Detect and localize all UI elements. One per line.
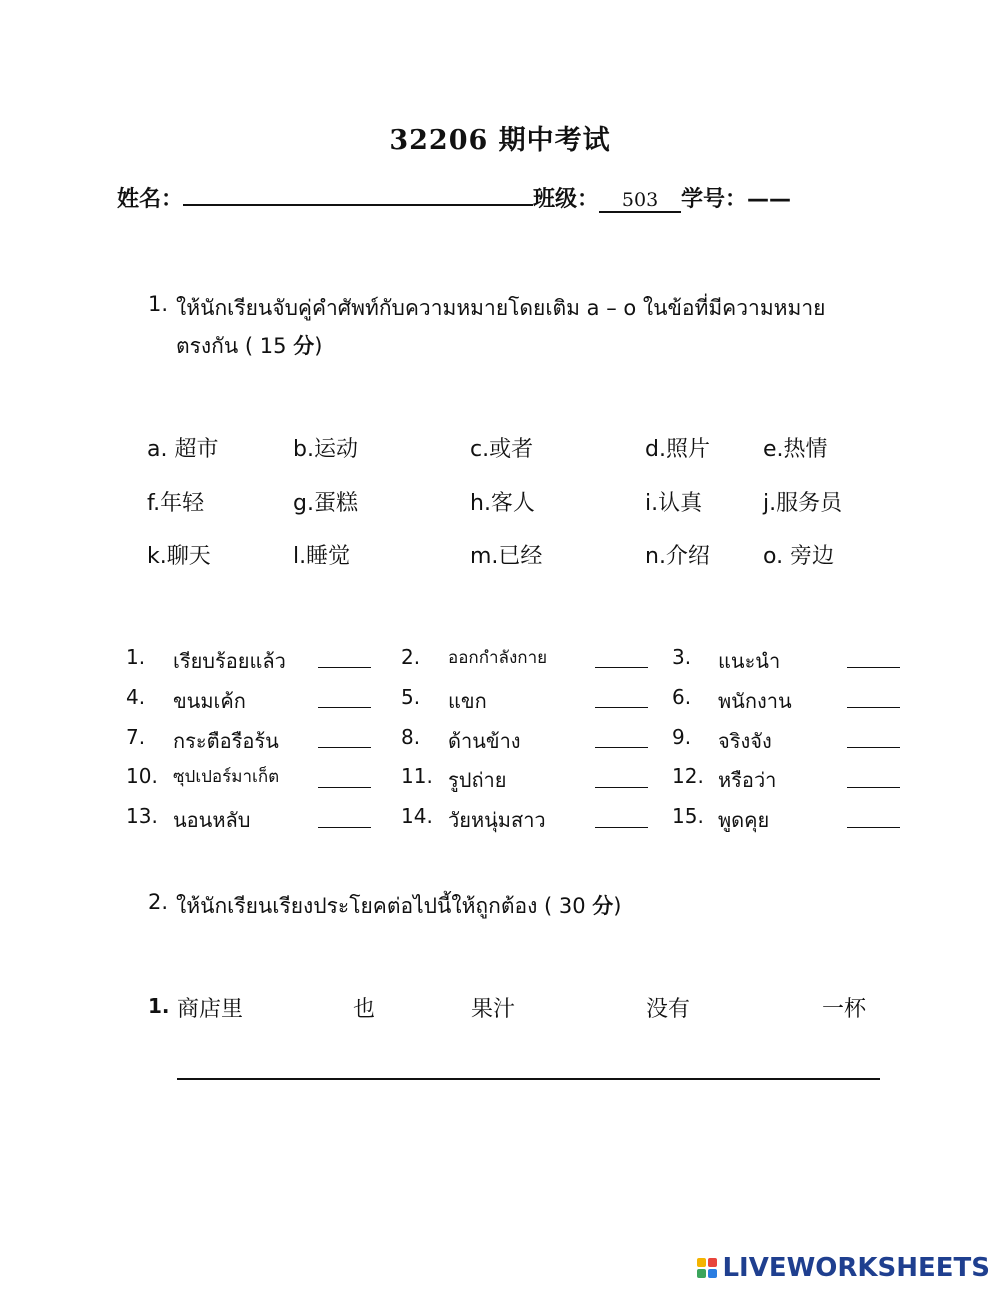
logo-block-green <box>697 1269 706 1278</box>
word-item: i.认真 <box>645 491 703 516</box>
match-meaning: หรือว่า <box>718 768 777 792</box>
match-number: 5. <box>401 685 421 709</box>
liveworksheets-logo <box>697 1253 990 1283</box>
sentence-word: 没有 <box>646 997 691 1022</box>
word-item: c.或者 <box>470 437 534 462</box>
word-item: k.聊天 <box>147 544 211 569</box>
word-item: g.蛋糕 <box>293 491 358 516</box>
match-number: 14. <box>401 804 433 828</box>
q1-instruction-line1: ให้นักเรียนจับคู่คำศัพท์กับความหมายโดยเติม a – o ในข้อที่มีความหมาย <box>176 296 826 320</box>
class-field[interactable] <box>599 189 681 213</box>
word-item: d.照片 <box>645 437 710 462</box>
answer-blank[interactable] <box>595 667 648 668</box>
q1-number: 1. <box>148 292 169 316</box>
logo-text: LIVEWORKSHEETS <box>722 1253 990 1283</box>
sentence-word: 商店里 <box>177 997 244 1022</box>
match-meaning: ซุปเปอร์มาเก็ต <box>173 767 280 787</box>
match-meaning: จริงจัง <box>718 729 772 753</box>
answer-blank[interactable] <box>318 747 371 748</box>
answer-blank[interactable] <box>595 787 648 788</box>
q2-instruction: ให้นักเรียนเรียงประโยคต่อไปนี้ให้ถูกต้อง ( 30 分) <box>176 894 622 918</box>
q1-instruction-line2: ตรงกัน ( 15 分) <box>176 334 323 358</box>
word-item: m.已经 <box>470 544 543 569</box>
answer-blank[interactable] <box>318 827 371 828</box>
id-value: —— <box>747 187 792 212</box>
match-meaning: ด้านข้าง <box>448 729 521 753</box>
match-number: 2. <box>401 645 421 669</box>
match-meaning: พูดคุย <box>718 808 770 832</box>
match-number: 12. <box>672 764 704 788</box>
student-info-row <box>117 182 791 213</box>
answer-blank[interactable] <box>847 707 900 708</box>
match-number: 1. <box>126 645 146 669</box>
logo-icon <box>697 1258 717 1278</box>
word-item: h.客人 <box>470 491 535 516</box>
word-item: b.运动 <box>293 437 358 462</box>
logo-block-blue <box>708 1269 717 1278</box>
logo-block-yellow <box>697 1258 706 1267</box>
sentence-answer-line[interactable] <box>177 1078 880 1080</box>
answer-blank[interactable] <box>847 747 900 748</box>
word-item: e.热情 <box>763 437 828 462</box>
match-meaning: แขก <box>448 689 487 713</box>
match-number: 8. <box>401 725 421 749</box>
answer-blank[interactable] <box>318 667 371 668</box>
match-number: 13. <box>126 804 158 828</box>
answer-blank[interactable] <box>595 747 648 748</box>
word-item: o. 旁边 <box>763 544 835 569</box>
sentence-word: 果汁 <box>471 997 516 1022</box>
name-field[interactable] <box>183 204 533 206</box>
match-meaning: รูปถ่าย <box>448 768 507 792</box>
answer-blank[interactable] <box>595 827 648 828</box>
match-meaning: เรียบร้อยแล้ว <box>173 649 286 673</box>
name-label: 姓名： <box>117 187 184 212</box>
q1-points-unit: 分 <box>293 334 315 358</box>
q2-points-unit: 分 <box>592 894 614 918</box>
match-meaning: ออกกำลังกาย <box>448 648 548 668</box>
match-meaning: ขนมเค้ก <box>173 689 246 713</box>
match-number: 15. <box>672 804 704 828</box>
answer-blank[interactable] <box>595 707 648 708</box>
word-item: j.服务员 <box>763 491 843 516</box>
match-meaning: วัยหนุ่มสาว <box>448 808 546 832</box>
match-meaning: แนะนำ <box>718 649 781 673</box>
answer-blank[interactable] <box>318 787 371 788</box>
sentence-word: 一杯 <box>822 997 867 1022</box>
match-number: 3. <box>672 645 692 669</box>
q2-number: 2. <box>148 890 169 914</box>
word-item: l.睡觉 <box>293 544 351 569</box>
match-meaning: กระตือรือร้น <box>173 729 279 753</box>
sentence-number: 1. <box>148 994 170 1018</box>
sentence-word: 也 <box>353 997 376 1022</box>
id-label: 学号： <box>681 187 748 212</box>
page-title: 32206 期中考试 <box>389 125 611 156</box>
match-number: 9. <box>672 725 692 749</box>
match-number: 11. <box>401 764 433 788</box>
answer-blank[interactable] <box>847 667 900 668</box>
word-item: f.年轻 <box>147 491 205 516</box>
match-meaning: พนักงาน <box>718 689 792 713</box>
match-number: 10. <box>126 764 158 788</box>
class-label: 班级： <box>533 187 600 212</box>
match-number: 4. <box>126 685 146 709</box>
word-item: a. 超市 <box>147 437 219 462</box>
match-number: 6. <box>672 685 692 709</box>
class-value: 503 <box>621 189 659 211</box>
logo-block-red <box>708 1258 717 1267</box>
answer-blank[interactable] <box>318 707 371 708</box>
word-item: n.介绍 <box>645 544 710 569</box>
match-meaning: นอนหลับ <box>173 808 251 832</box>
match-number: 7. <box>126 725 146 749</box>
answer-blank[interactable] <box>847 827 900 828</box>
answer-blank[interactable] <box>847 787 900 788</box>
